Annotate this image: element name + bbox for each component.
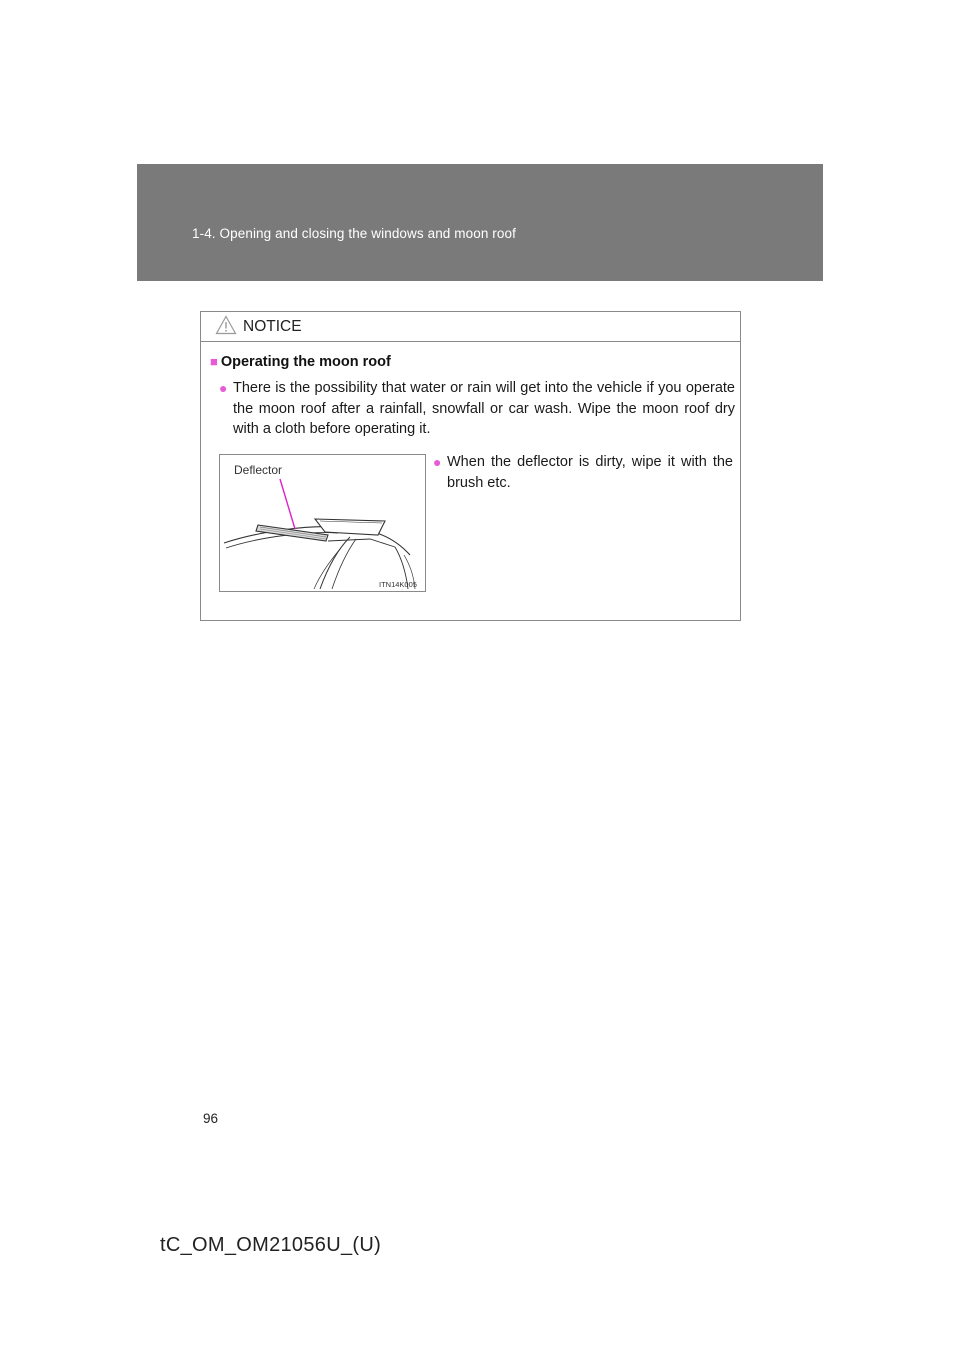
notice-header <box>201 312 740 342</box>
section-heading <box>210 354 391 370</box>
paragraph-deflector-cleaning <box>433 452 733 493</box>
bullet-icon: ● <box>219 380 228 396</box>
square-bullet-icon: ■ <box>210 354 218 369</box>
warning-triangle-icon <box>215 315 237 335</box>
callout-label: Deflector <box>234 463 283 477</box>
paragraph-water-warning <box>219 378 735 440</box>
deflector-illustration <box>219 454 426 592</box>
notice-label: NOTICE <box>243 318 302 335</box>
car-roof-drawing <box>220 455 425 591</box>
paragraph-text: When the deflector is dirty, wipe it with the brush etc. <box>447 454 733 491</box>
page-number: 96 <box>203 1111 219 1126</box>
figure-code: ITN14K005 <box>379 580 417 589</box>
paragraph-text: There is the possibility that water or rain will get into the vehicle if you operate the moon roof after a rainfall, snowfall or car wash. Wipe the moon roof dry with a cloth before operating it. <box>233 380 735 437</box>
chapter-title: 1-4. Opening and closing the windows and moon roof <box>192 226 516 241</box>
chapter-header-band <box>137 164 823 281</box>
section-heading-text: Operating the moon roof <box>220 354 391 370</box>
notice-box <box>200 311 741 621</box>
document-code: tC_OM_OM21056U_(U) <box>160 1234 382 1256</box>
bullet-icon: ● <box>433 454 442 470</box>
